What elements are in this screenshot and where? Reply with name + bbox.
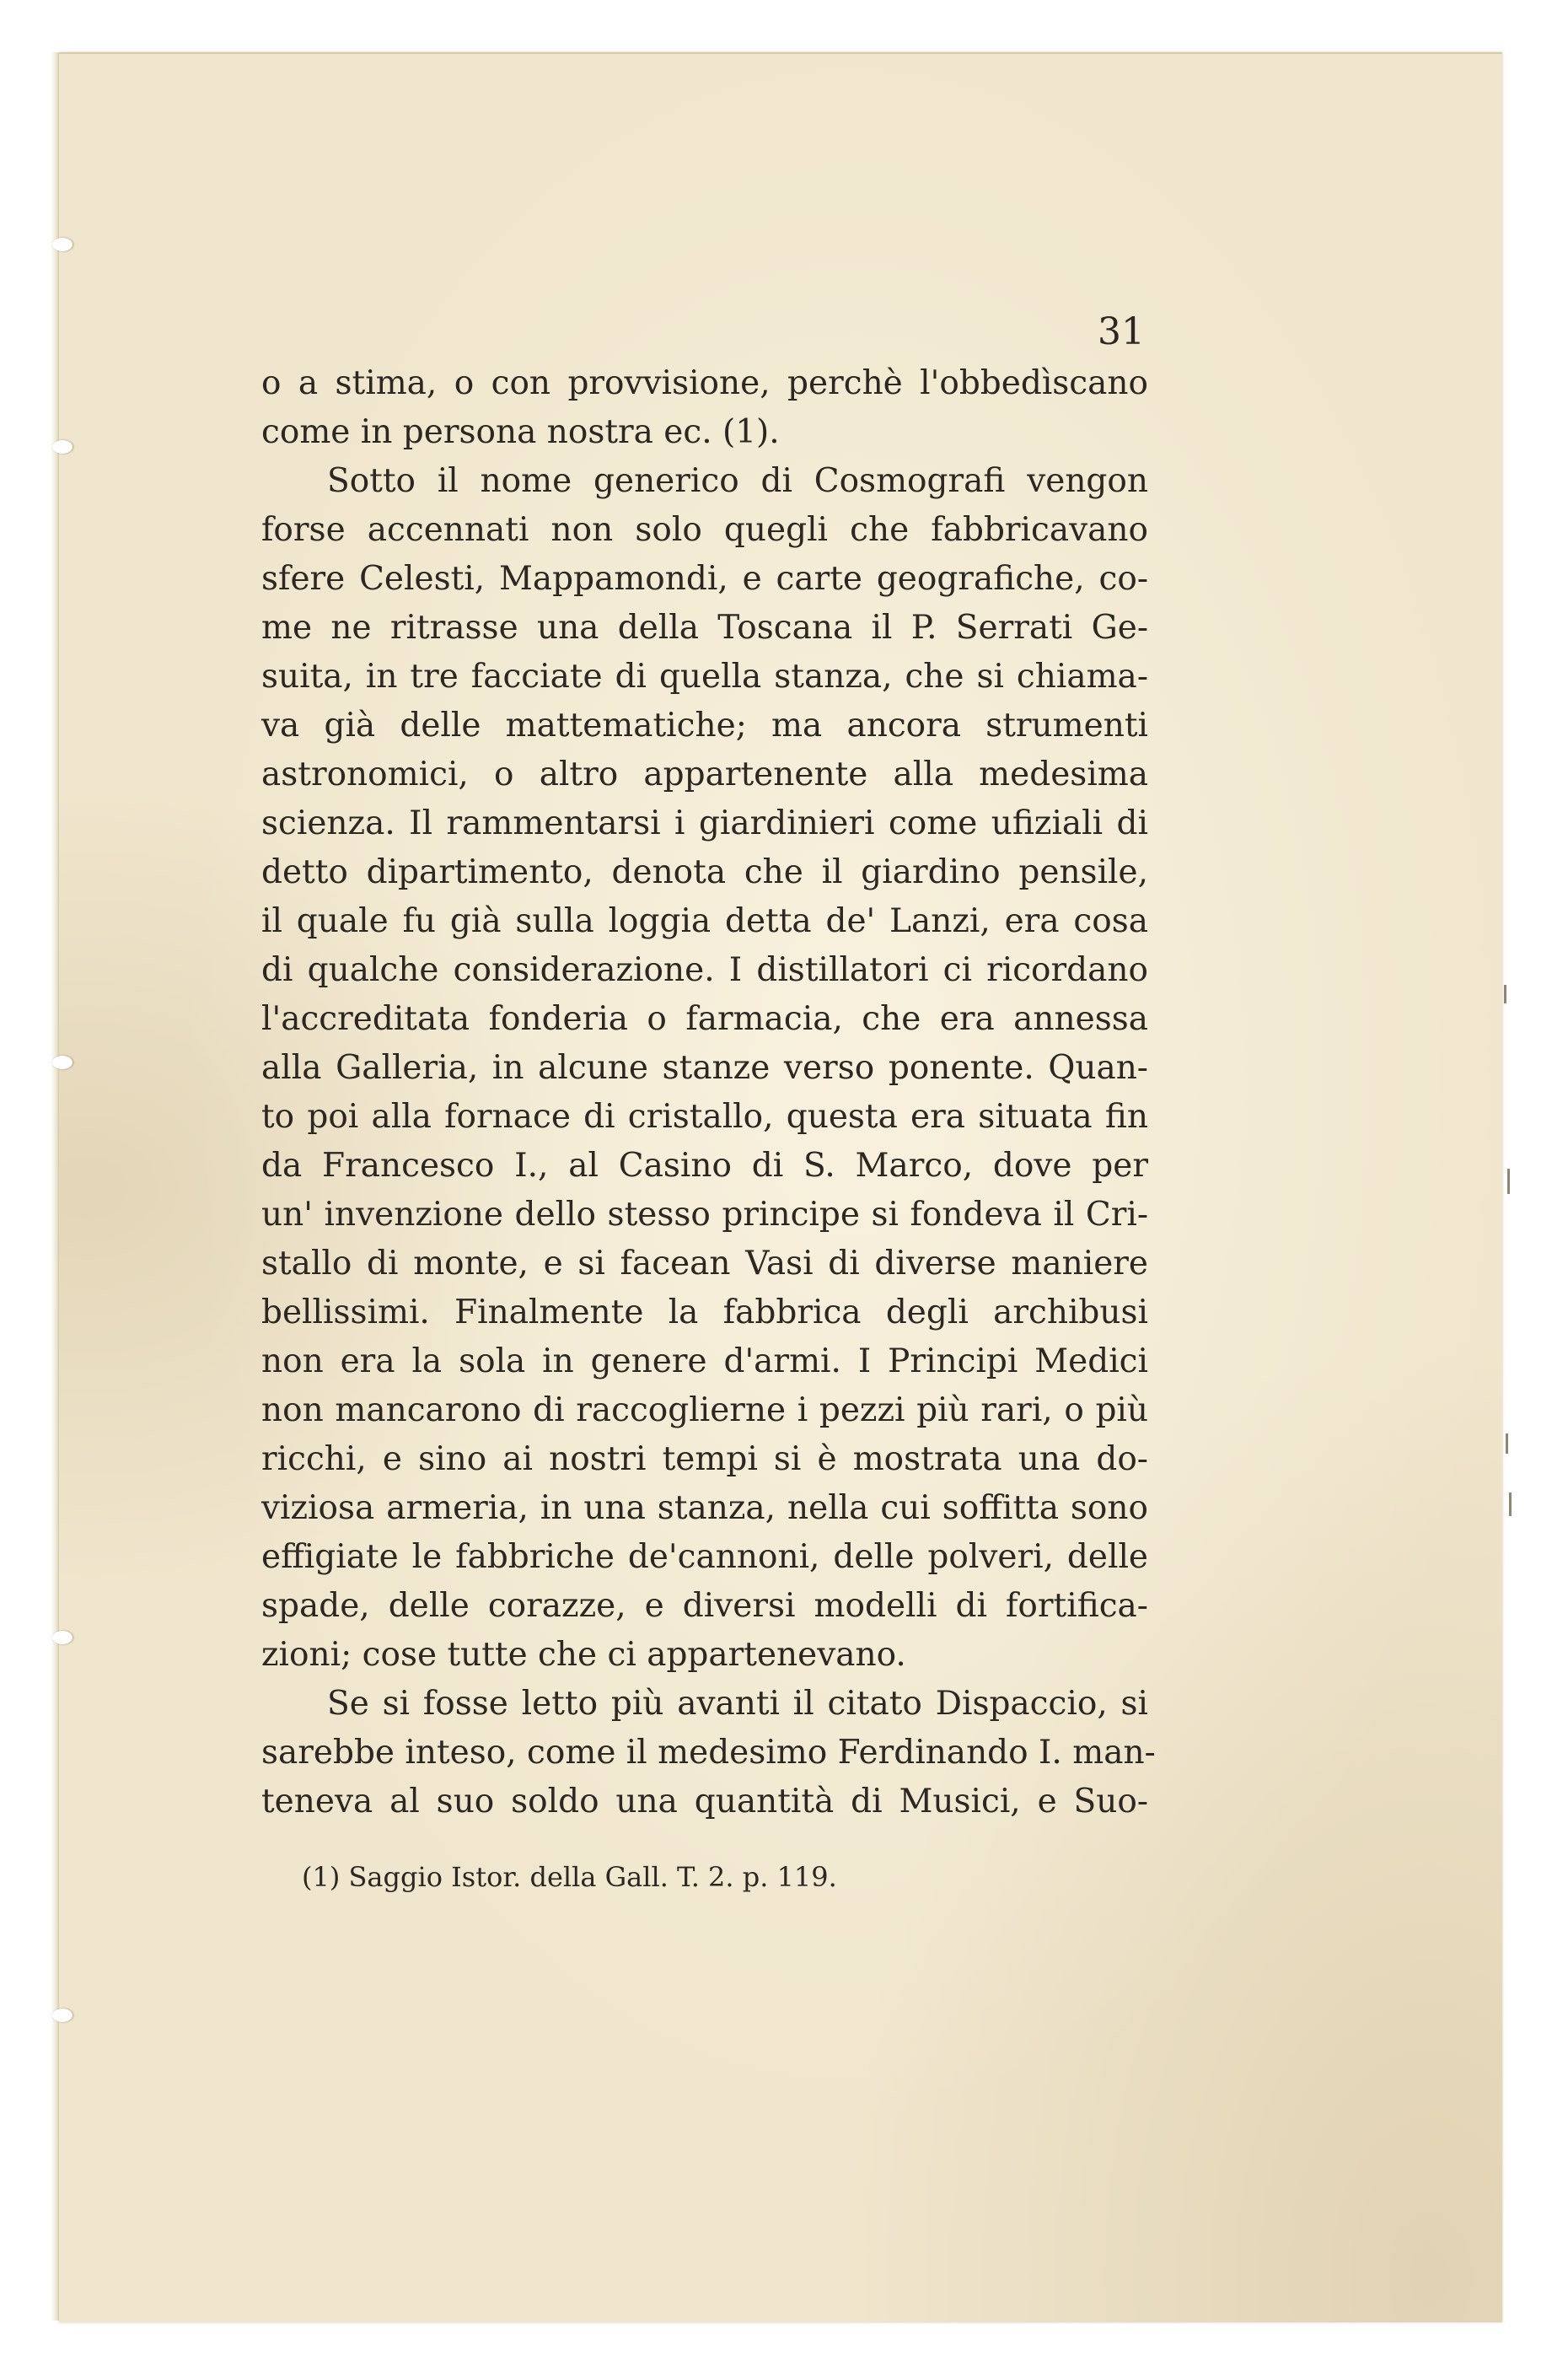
text-line: Se si fosse letto più avanti il citato Dispaccio, si bbox=[327, 1685, 1148, 1723]
text-line: o a stima, o con provvisione, perchè l'obbedìscano bbox=[261, 364, 1148, 402]
text-line: un' invenzione dello stesso principe si fondeva il Cri- bbox=[261, 1196, 1148, 1234]
edge-mark bbox=[1504, 985, 1506, 1003]
stitch-hole bbox=[52, 1056, 72, 1069]
text-line: astronomici, o altro appartenente alla medesima bbox=[261, 756, 1148, 793]
text-line: non era la sola in genere d'armi. I Principi Medici bbox=[261, 1342, 1148, 1380]
text-line: alla Galleria, in alcune stanze verso ponente. Quan- bbox=[261, 1049, 1148, 1087]
text-line: di qualche considerazione. I distillatori ci ricordano bbox=[261, 951, 1148, 989]
text-line: bellissimi. Finalmente la fabbrica degli archibusi bbox=[261, 1293, 1148, 1331]
text-line: ricchi, e sino ai nostri tempi si è mostrata una do- bbox=[261, 1440, 1148, 1478]
text-line: effigiate le fabbriche de'cannoni, delle polveri, delle bbox=[261, 1538, 1148, 1576]
text-line: teneva al suo soldo una quantità di Musici, e Suo- bbox=[261, 1783, 1148, 1820]
text-line: sarebbe inteso, come il medesimo Ferdinando I. man- bbox=[261, 1734, 1156, 1772]
text-line: l'accreditata fonderia o farmacia, che era annessa bbox=[261, 1000, 1148, 1038]
edge-mark bbox=[1509, 1492, 1512, 1516]
edge-mark bbox=[1507, 1169, 1510, 1194]
text-line: scienza. Il rammentarsi i giardinieri come ufiziali di bbox=[261, 804, 1148, 842]
text-line: suita, in tre facciate di quella stanza, che si chiama- bbox=[261, 658, 1148, 696]
stitch-hole bbox=[52, 2009, 72, 2022]
text-line: il quale fu già sulla loggia detta de' Lanzi, era cosa bbox=[261, 902, 1148, 940]
stitch-hole bbox=[52, 238, 72, 251]
text-line: sfere Celesti, Mappamondi, e carte geografiche, co- bbox=[261, 560, 1148, 598]
edge-mark bbox=[1506, 1433, 1508, 1454]
text-line: detto dipartimento, denota che il giardino pensile, bbox=[261, 853, 1148, 891]
text-line: da Francesco I., al Casino di S. Marco, dove per bbox=[261, 1147, 1148, 1185]
text-line: non mancarono di raccoglierne i pezzi più rari, o più bbox=[261, 1391, 1148, 1429]
text-line: stallo di monte, e si facean Vasi di diverse maniere bbox=[261, 1245, 1148, 1283]
text-line: to poi alla fornace di cristallo, questa era situata fin bbox=[261, 1098, 1148, 1136]
text-line: va già delle mattematiche; ma ancora strumenti bbox=[261, 707, 1148, 745]
stitch-hole bbox=[52, 1631, 72, 1644]
stitch-hole bbox=[52, 440, 72, 454]
footnote: (1) Saggio Istor. della Gall. T. 2. p. 119. bbox=[302, 1861, 837, 1893]
page-number: 31 bbox=[1098, 310, 1145, 353]
text-line: viziosa armeria, in una stanza, nella cui soffitta sono bbox=[261, 1489, 1148, 1527]
text-line: Sotto il nome generico di Cosmografi vengon bbox=[327, 462, 1148, 500]
text-line: me ne ritrasse una della Toscana il P. Serrati Ge- bbox=[261, 609, 1148, 647]
text-line: spade, delle corazze, e diversi modelli di fortifica- bbox=[261, 1587, 1148, 1625]
text-line: come in persona nostra ec. (1). bbox=[261, 413, 780, 451]
text-line: zioni; cose tutte che ci appartenevano. bbox=[261, 1636, 906, 1674]
text-line: forse accennati non solo quegli che fabbricavano bbox=[261, 511, 1148, 549]
